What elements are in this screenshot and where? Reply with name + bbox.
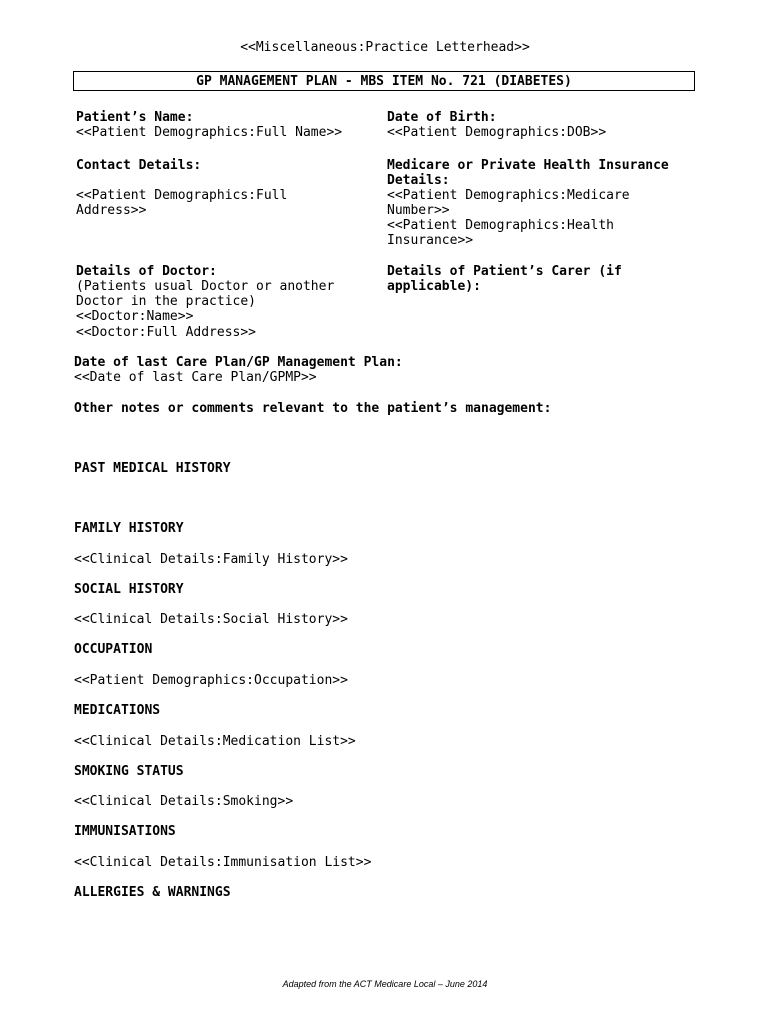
section-value-occupation: <<Patient Demographics:Occupation>> <box>74 673 348 688</box>
patient-name-value: <<Patient Demographics:Full Name>> <box>76 125 343 140</box>
contact-details-value-line1: <<Patient Demographics:Full <box>76 188 288 203</box>
insurance-value-line4: Insurance>> <box>387 233 474 248</box>
section-value-family-history: <<Clinical Details:Family History>> <box>74 552 348 567</box>
last-plan-label: Date of last Care Plan/GP Management Plan: <box>74 355 403 370</box>
section-heading-allergies-warnings: ALLERGIES & WARNINGS <box>74 885 231 900</box>
contact-details-value-line2: Address>> <box>76 203 147 218</box>
insurance-value-line1: <<Patient Demographics:Medicare <box>387 188 630 203</box>
doctor-details-label: Details of Doctor: <box>76 264 217 279</box>
section-heading-family-history: FAMILY HISTORY <box>74 521 184 536</box>
section-heading-smoking-status: SMOKING STATUS <box>74 764 184 779</box>
last-plan-value: <<Date of last Care Plan/GPMP>> <box>74 370 317 385</box>
practice-letterhead: <<Miscellaneous:Practice Letterhead>> <box>240 40 530 55</box>
carer-label-line1: Details of Patient’s Carer (if <box>387 264 622 279</box>
section-value-medications: <<Clinical Details:Medication List>> <box>74 734 356 749</box>
document-title: GP MANAGEMENT PLAN - MBS ITEM No. 721 (DIABETES) <box>73 71 695 91</box>
dob-label: Date of Birth: <box>387 110 497 125</box>
insurance-label-line1: Medicare or Private Health Insurance <box>387 158 669 173</box>
dob-value: <<Patient Demographics:DOB>> <box>387 125 607 140</box>
section-heading-past-medical-history: PAST MEDICAL HISTORY <box>74 461 231 476</box>
contact-details-label: Contact Details: <box>76 158 202 173</box>
insurance-label-line2: Details: <box>387 173 450 188</box>
section-heading-social-history: SOCIAL HISTORY <box>74 582 184 597</box>
insurance-value-line3: <<Patient Demographics:Health <box>387 218 614 233</box>
section-heading-occupation: OCCUPATION <box>74 642 153 657</box>
section-value-immunisations: <<Clinical Details:Immunisation List>> <box>74 855 372 870</box>
section-heading-medications: MEDICATIONS <box>74 703 161 718</box>
section-heading-immunisations: IMMUNISATIONS <box>74 824 176 839</box>
footer-attribution: Adapted from the ACT Medicare Local – June 2014 <box>282 979 488 989</box>
patient-name-label: Patient’s Name: <box>76 110 194 125</box>
insurance-value-line2: Number>> <box>387 203 450 218</box>
doctor-name-value: <<Doctor:Name>> <box>76 309 194 324</box>
section-value-social-history: <<Clinical Details:Social History>> <box>74 612 348 627</box>
doctor-address-value: <<Doctor:Full Address>> <box>76 325 257 340</box>
carer-label-line2: applicable): <box>387 279 481 294</box>
section-value-smoking-status: <<Clinical Details:Smoking>> <box>74 794 294 809</box>
other-notes-label: Other notes or comments relevant to the patient’s management: <box>74 401 552 416</box>
doctor-details-line1: (Patients usual Doctor or another <box>76 279 335 294</box>
doctor-details-line2: Doctor in the practice) <box>76 294 257 309</box>
